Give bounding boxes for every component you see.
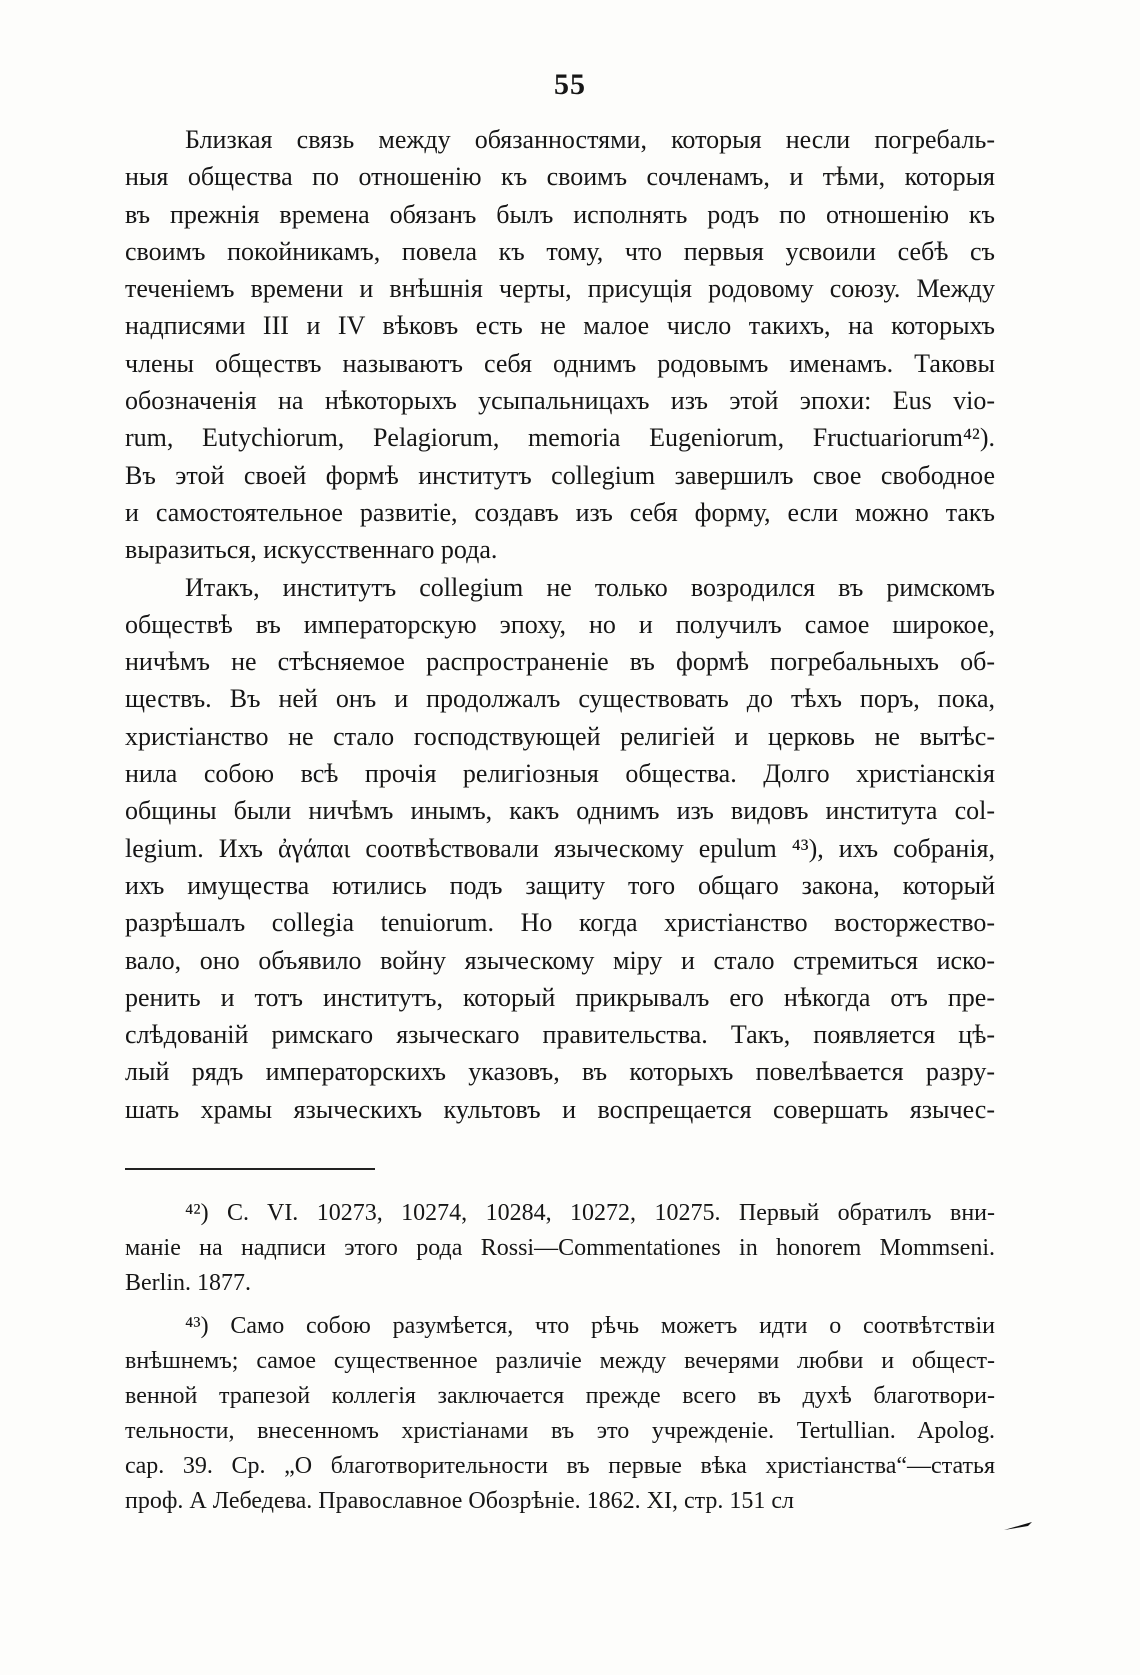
text-line: и самостоятельное развитіе, создавъ изъ себя форму, если можно такъ [125,497,995,527]
text-line: въ прежнія времена обязанъ былъ исполнять родъ по отношенію къ [125,199,995,229]
footnote-line: Berlin. 1877. [125,1270,251,1296]
text-line: нила собою всѣ прочія религіозныя общества. Долго христіанскія [125,759,995,789]
text-line: надписями III и IV вѣковъ есть не малое число такихъ, на которыхъ [125,311,995,341]
footnote-line: проф. А Лебедева. Православное Обозрѣніе. 1862. XI, стр. 151 сл [125,1488,795,1514]
text-line: ренить и тотъ институтъ, который прикрывалъ его нѣкогда отъ пре- [125,982,995,1012]
footnote-line: внѣшнемъ; самое существенное различіе между вечерями любви и общест- [125,1348,995,1374]
ink-mark-icon [1002,1520,1036,1532]
text-line: теченіемъ времени и внѣшнія черты, присущія родовому союзу. Между [125,274,995,304]
text-line: legium. Ихъ ἀγάπαι соотвѣствовали языческому epulum ⁴³), ихъ собранія, [125,833,995,863]
text-line: Въ этой своей формѣ институтъ collegium завершилъ свое свободное [125,460,995,490]
text-line: ничѣмъ не стѣсняемое распространеніе въ формѣ погребальныхъ об- [125,647,995,677]
text-line: Итакъ, институтъ collegium не только возродился въ римскомъ [185,572,995,602]
text-line: шать храмы языческихъ культовъ и воспрещается совершать язычес- [125,1094,995,1124]
text-line: своимъ покойникамъ, повела къ тому, что первыя усвоили себѣ съ [125,236,995,266]
text-line: разрѣшалъ collegia tenuiorum. Но когда христіанство восторжество- [125,908,995,938]
text-line: Близкая связь между обязанностями, которыя несли погребаль- [185,125,995,154]
page-number: 55 [554,68,586,101]
footnote-line: ⁴²) C. VI. 10273, 10274, 10284, 10272, 10275. Первый обратилъ вни- [185,1200,995,1226]
footnote-gap [125,1301,995,1309]
footnote-line: маніе на надписи этого рода Rossi—Commentationes in honorem Mommseni. [125,1235,995,1261]
text-line: лый рядъ императорскихъ указовъ, въ которыхъ повелѣвается разру- [125,1057,995,1087]
text-line: ихъ имущества ютились подъ защиту того общаго закона, который [125,870,995,900]
text-line: христіанство не стало господствующей религіей и церковь не вытѣс- [125,721,995,751]
footnote-line: венной трапезой коллегія заключается прежде всего въ духѣ благотвори- [125,1383,995,1409]
main-text [125,121,995,1128]
text-line: rum, Eutychiorum, Pelagiorum, memoria Eugeniorum, Fructuariorum⁴²). [125,423,995,453]
text-line: члены обществъ называютъ себя однимъ родовымъ именамъ. Таковы [125,348,995,378]
text-line: ществъ. Въ ней онъ и продолжалъ существовать до тѣхъ поръ, пока, [125,684,995,714]
footnotes [125,1196,995,1519]
text-line: обозначенія на нѣкоторыхъ усыпальницахъ изъ этой эпохи: Eus vio- [125,386,995,416]
footnote-line: ⁴³) Само собою разумѣется, что рѣчь можетъ идти о соотвѣтствіи [185,1313,995,1339]
text-line: ныя общества по отношенію къ своимъ сочленамъ, и тѣми, которыя [125,162,995,192]
footnote-separator [125,1168,375,1170]
text-line: вало, оно объявило войну языческому міру и стало стремиться иско- [125,945,995,975]
footnote-line: cap. 39. Ср. „О благотворительности въ первые вѣка христіанства“—статья [125,1453,995,1479]
text-line: слѣдованій римскаго языческаго правительства. Такъ, появляется цѣ- [125,1020,995,1050]
text-line: обществѣ въ императорскую эпоху, но и получилъ самое широкое, [125,609,995,639]
text-line: общины были ничѣмъ инымъ, какъ однимъ изъ видовъ института col- [125,796,995,826]
footnote-line: тельности, внесенномъ христіанами въ это учрежденіе. Tertullian. Apolog. [125,1418,995,1444]
text-line: выразиться, искусственнаго рода. [125,535,498,565]
